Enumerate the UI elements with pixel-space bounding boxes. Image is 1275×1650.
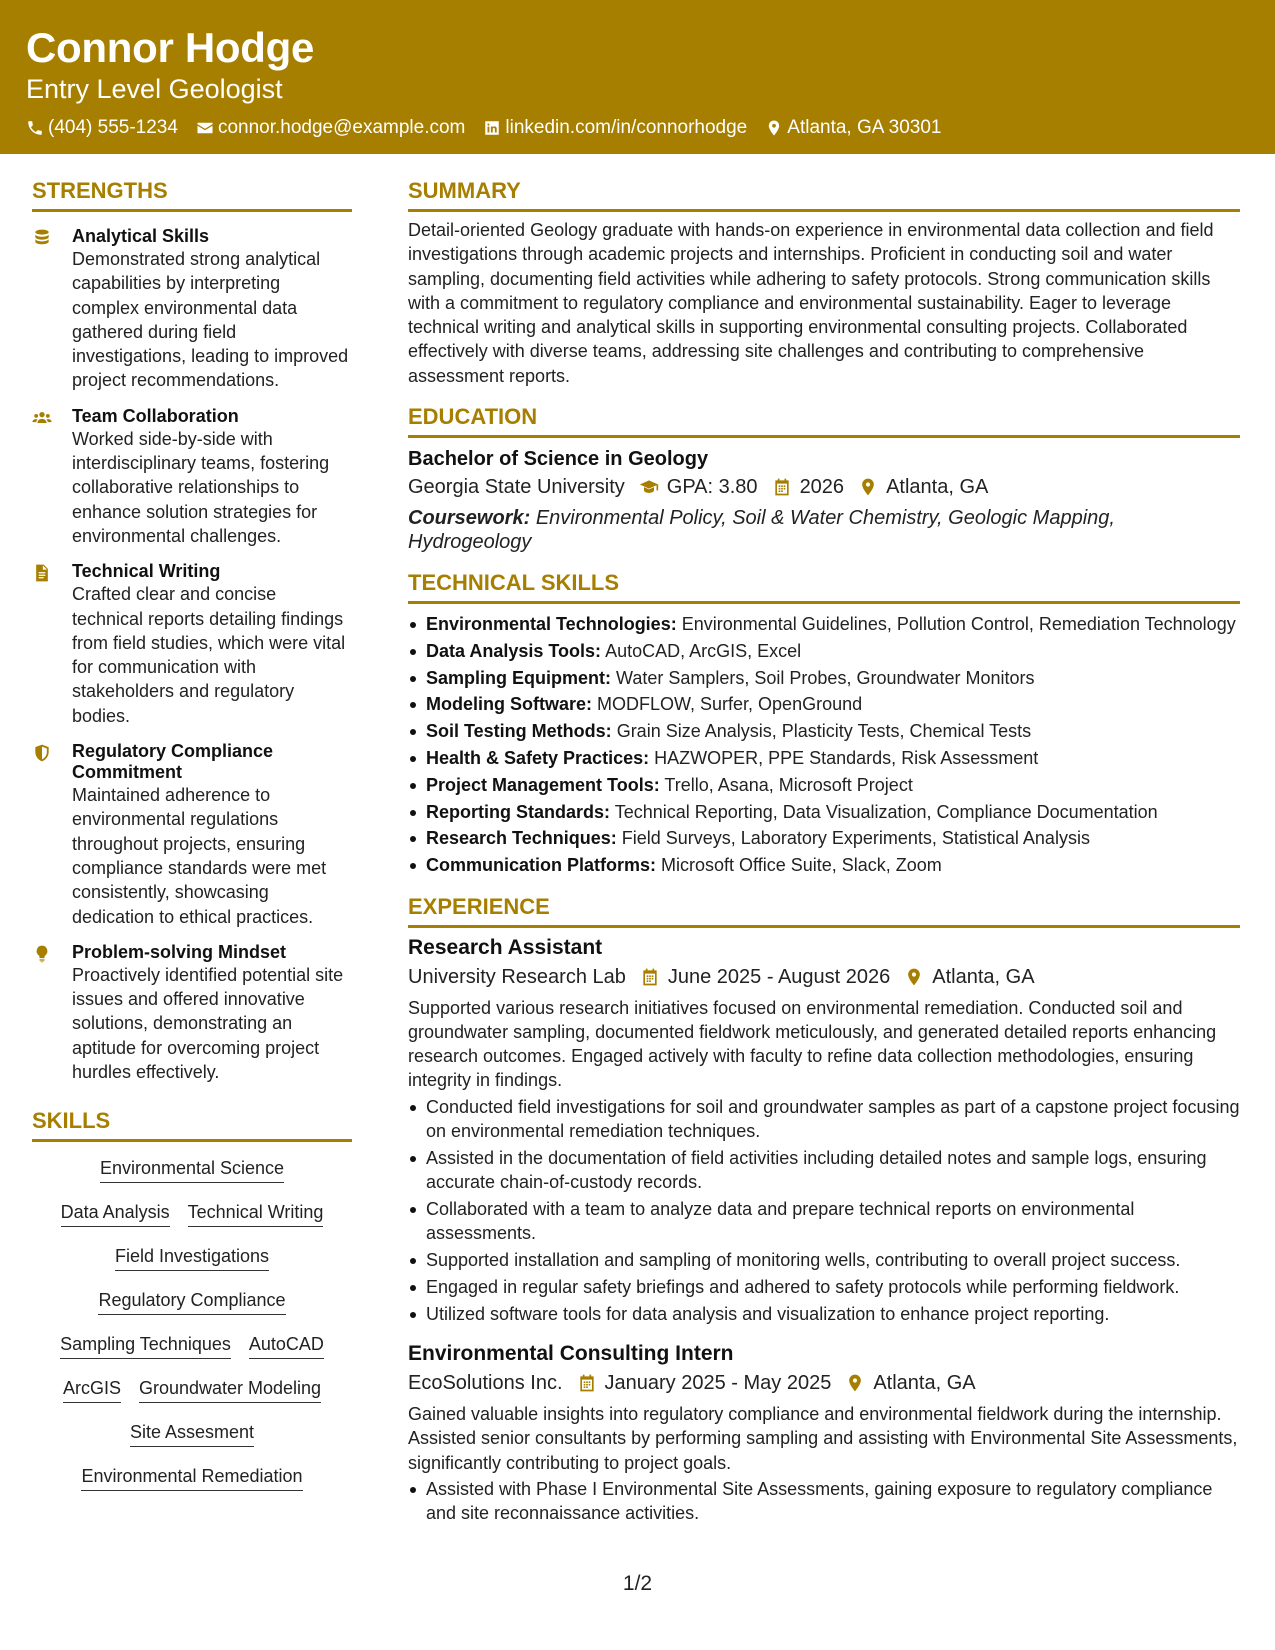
strengths-list: [32, 226, 352, 1084]
job-location: Atlanta, GA: [932, 965, 1035, 988]
skill-tag: Sampling Techniques: [60, 1330, 231, 1359]
skill-label: Communication Platforms:: [426, 855, 657, 876]
skill-value: Technical Reporting, Data Visualization, Compliance Documentation: [614, 801, 1158, 822]
education-location: Atlanta, GA: [886, 476, 989, 499]
skill-tag: Environmental Science: [100, 1154, 284, 1183]
list-item: Assisted in the documentation of field activities including detailed notes and sample logs, ensuring accurate chain-of-custody records.: [408, 1146, 1240, 1195]
job-title: Environmental Consulting Intern: [408, 1341, 734, 1365]
skill-value: Environmental Guidelines, Pollution Control, Remediation Technology: [681, 614, 1236, 635]
phone-text: (404) 555-1234: [48, 117, 178, 138]
strength-title: Team Collaboration: [72, 405, 239, 426]
degree-title: Bachelor of Science in Geology: [408, 448, 709, 471]
strength-item: [32, 741, 352, 929]
skill-tag: AutoCAD: [249, 1330, 324, 1359]
list-item: [408, 800, 1240, 824]
shield-icon: [32, 743, 52, 763]
gpa-text: GPA: 3.80: [666, 476, 758, 499]
skill-value: Grain Size Analysis, Plasticity Tests, Chemical Tests: [616, 721, 1032, 742]
list-item: [408, 773, 1240, 797]
skill-label: Modeling Software:: [426, 694, 592, 715]
resume-header: [0, 0, 1275, 154]
skill-value: Water Samplers, Soil Probes, Groundwater Monitors: [616, 667, 1035, 688]
company-name: University Research Lab: [408, 965, 626, 988]
strength-title: Regulatory Compliance Commitment: [72, 741, 274, 783]
map-pin-icon: [904, 967, 924, 987]
skill-label: Environmental Technologies:: [426, 614, 677, 635]
job-dates: June 2025 - August 2026: [667, 965, 891, 988]
contact-location: [765, 117, 941, 139]
list-item: [408, 746, 1240, 770]
skill-label: Project Management Tools:: [426, 774, 660, 795]
skills-heading: SKILLS: [32, 1108, 352, 1142]
left-column: [32, 154, 352, 1506]
skill-label: Sampling Equipment:: [426, 667, 612, 688]
education-meta: [408, 472, 1240, 502]
technical-skills-heading: TECHNICAL SKILLS: [408, 570, 1240, 604]
users-icon: [32, 408, 52, 428]
skill-value: Field Surveys, Laboratory Experiments, Statistical Analysis: [621, 828, 1090, 849]
job-dates: January 2025 - May 2025: [604, 1371, 832, 1394]
coursework: [408, 506, 1240, 554]
school-name: Georgia State University: [408, 476, 625, 499]
list-item: Engaged in regular safety briefings and adhered to safety protocols while performing fieldwork.: [408, 1275, 1240, 1299]
linkedin-text: linkedin.com/in/connorhodge: [505, 117, 748, 138]
contact-bar: [26, 117, 1249, 139]
calendar-icon: [640, 967, 660, 987]
lightbulb-icon: [32, 944, 52, 964]
technical-skills-list: [408, 612, 1240, 877]
job-meta: [408, 1368, 1240, 1398]
list-item: [408, 639, 1240, 663]
summary-heading: SUMMARY: [408, 178, 1240, 212]
summary-text: Detail-oriented Geology graduate with hands-on experience in environmental data collection and field investigations through academic projects and internships. Proficient in conducting soil and water sampling, documenting field activities while adhering to safety protocols. Strong communication skills with a commitment to regulatory compliance and environmental sustainability. Eager to leverage technical writing and analytical skills in supporting environmental consulting projects. Collaborated effectively with diverse teams, addressing site challenges and contributing to comprehensive assessment reports.: [408, 220, 1214, 386]
list-item: [408, 853, 1240, 877]
job-bullets: [408, 1095, 1240, 1326]
list-item: [408, 692, 1240, 716]
strength-item: [32, 226, 352, 393]
skill-label: Reporting Standards:: [426, 801, 611, 822]
education-heading: EDUCATION: [408, 404, 1240, 438]
list-item: Utilized software tools for data analysis and visualization to enhance project reporting.: [408, 1302, 1240, 1326]
list-item: Assisted with Phase I Environmental Site Assessments, gaining exposure to regulatory compliance and site reconnaissance activities.: [408, 1477, 1240, 1526]
candidate-name: Connor Hodge: [26, 24, 315, 71]
list-item: Supported installation and sampling of monitoring wells, contributing to overall project success.: [408, 1248, 1240, 1272]
database-icon: [32, 228, 52, 248]
strength-description: Demonstrated strong analytical capabilities by interpreting complex environmental data gathered during field investigations, leading to improved project recommendations.: [72, 249, 349, 391]
candidate-role: Entry Level Geologist: [26, 74, 283, 104]
map-pin-icon: [858, 477, 878, 497]
skill-value: MODFLOW, Surfer, OpenGround: [597, 694, 863, 715]
job-entry: [408, 934, 1240, 1326]
page-number: 1/2: [622, 1572, 653, 1595]
job-entry: [408, 1340, 1240, 1525]
calendar-icon: [577, 1373, 597, 1393]
job-description: Gained valuable insights into regulatory compliance and environmental fieldwork during the internship. Assisted senior consultants by performing sampling and assisting with Environmental Site Assessments, significantly contributing to project goals.: [408, 1403, 1238, 1473]
technical-skills-section: [408, 570, 1240, 877]
education-section: [408, 404, 1240, 554]
job-description: Supported various research initiatives focused on environmental remediation. Conducted soil and groundwater sampling, documented fieldwork meticulously, and generated detailed reports enhancing research outcomes. Engaged actively with faculty to refine data collection methodologies, ensuring integrity in findings.: [408, 997, 1217, 1091]
linkedin-icon: [483, 119, 501, 137]
strength-item: [32, 942, 352, 1084]
contact-linkedin[interactable]: [483, 117, 747, 139]
strength-description: Proactively identified potential site issues and offered innovative solutions, demonstrating an aptitude for overcoming project hurdles effectively.: [72, 964, 344, 1083]
skill-tag: Regulatory Compliance: [98, 1286, 285, 1315]
coursework-list: Environmental Policy, Soil & Water Chemistry, Geologic Mapping, Hydrogeology: [408, 507, 1115, 554]
list-item: Conducted field investigations for soil and groundwater samples as part of a capstone project focusing on environmental remediation techniques.: [408, 1095, 1240, 1144]
skill-value: AutoCAD, ArcGIS, Excel: [605, 640, 802, 661]
phone-icon: [26, 119, 44, 137]
list-item: [408, 666, 1240, 690]
strength-description: Worked side-by-side with interdisciplinary teams, fostering collaborative relationships to enhance solution strategies for environmental challenges.: [72, 428, 330, 546]
strength-title: Problem-solving Mindset: [72, 941, 287, 962]
skills-section: [32, 1108, 352, 1506]
skill-label: Health & Safety Practices:: [426, 748, 650, 769]
skill-tag: Technical Writing: [188, 1198, 324, 1227]
strengths-section: [32, 178, 352, 1084]
skill-label: Data Analysis Tools:: [426, 640, 602, 661]
skill-label: Soil Testing Methods:: [426, 721, 612, 742]
skills-tags: [32, 1154, 352, 1506]
calendar-icon: [772, 477, 792, 497]
map-pin-icon: [765, 119, 783, 137]
skill-value: Microsoft Office Suite, Slack, Zoom: [661, 855, 942, 876]
strength-item: [32, 561, 352, 728]
list-item: Collaborated with a team to analyze data and prepare technical reports on environmental assessments.: [408, 1197, 1240, 1246]
company-name: EcoSolutions Inc.: [408, 1371, 563, 1394]
email-text: connor.hodge@example.com: [217, 117, 466, 138]
right-column: [408, 154, 1240, 1528]
skill-tag: Site Assesment: [130, 1418, 254, 1447]
skill-value: HAZWOPER, PPE Standards, Risk Assessment: [654, 748, 1039, 769]
strengths-heading: STRENGTHS: [32, 178, 352, 212]
envelope-icon: [196, 119, 214, 137]
skill-tag: ArcGIS: [63, 1374, 121, 1403]
graduation-cap-icon: [639, 477, 659, 497]
experience-heading: EXPERIENCE: [408, 894, 1240, 928]
skill-label: Research Techniques:: [426, 828, 617, 849]
skill-tag: Data Analysis: [61, 1198, 170, 1227]
list-item: [408, 612, 1240, 636]
strength-description: Maintained adherence to environmental regulations throughout projects, ensuring compliance standards were met consistently, showcasing dedication to ethical practices.: [72, 785, 327, 927]
list-item: [408, 719, 1240, 743]
job-bullets: [408, 1477, 1240, 1526]
job-meta: [408, 962, 1240, 992]
skill-tag: Environmental Remediation: [81, 1462, 302, 1491]
experience-section: [408, 894, 1240, 1526]
summary-section: [408, 178, 1240, 388]
strength-item: [32, 406, 352, 548]
skill-value: Trello, Asana, Microsoft Project: [664, 774, 913, 795]
contact-email[interactable]: [196, 117, 465, 139]
map-pin-icon: [845, 1373, 865, 1393]
job-location: Atlanta, GA: [873, 1371, 976, 1394]
list-item: [408, 826, 1240, 850]
strength-title: Technical Writing: [72, 561, 221, 582]
strength-title: Analytical Skills: [72, 226, 210, 246]
strength-description: Crafted clear and concise technical reports detailing findings from field studies, which were vital for communication with stakeholders and regulatory bodies.: [72, 584, 346, 726]
file-icon: [32, 563, 52, 583]
contact-phone[interactable]: [26, 117, 178, 139]
skill-tag: Groundwater Modeling: [139, 1374, 321, 1403]
graduation-year: 2026: [799, 476, 845, 499]
location-text: Atlanta, GA 30301: [787, 117, 942, 138]
job-title: Research Assistant: [408, 935, 603, 959]
coursework-label: Coursework:: [408, 507, 531, 530]
skill-tag: Field Investigations: [115, 1242, 269, 1271]
